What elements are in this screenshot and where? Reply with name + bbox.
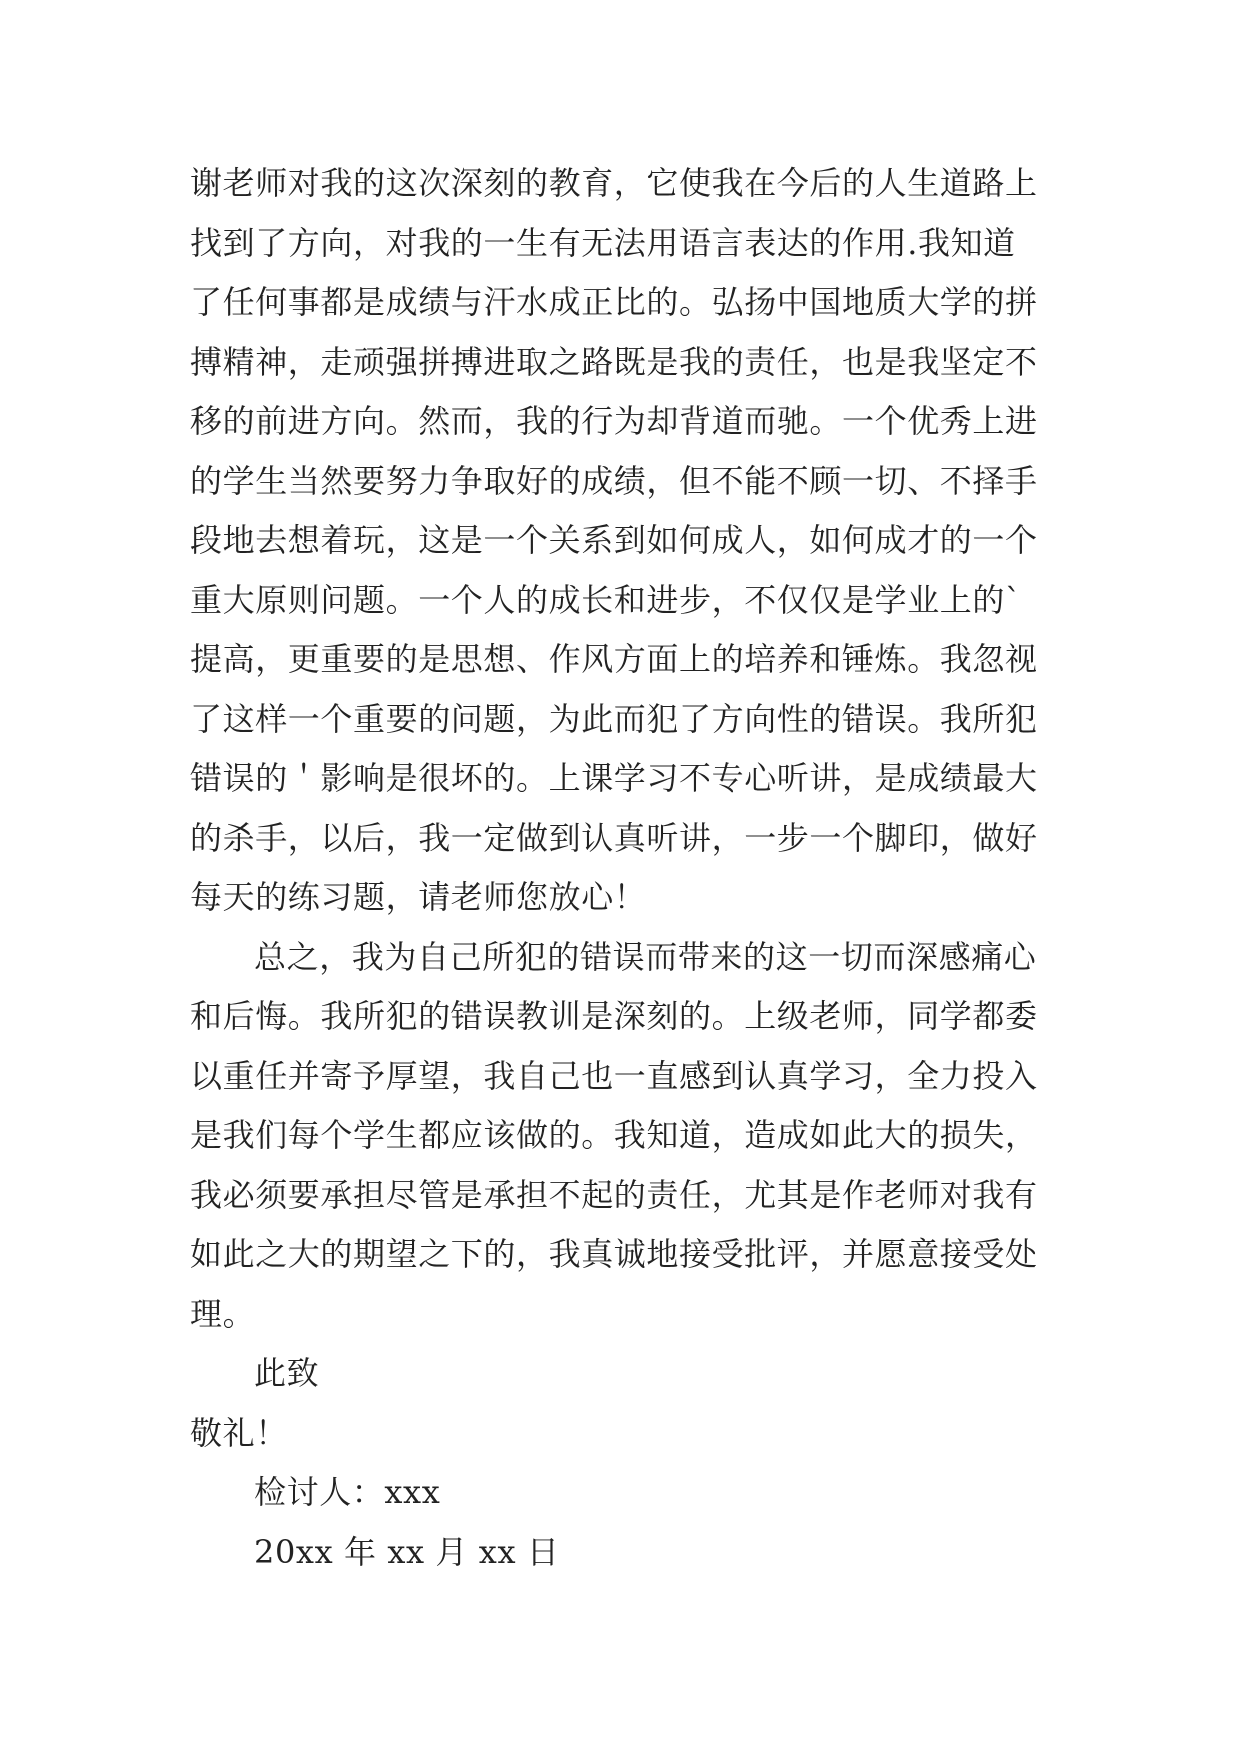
text-line: 以重任并寄予厚望，我自己也一直感到认真学习，全力投入 xyxy=(190,1056,1038,1095)
salutation: 敬礼！ xyxy=(190,1413,288,1452)
text-line: 总之，我为自己所犯的错误而带来的这一切而深感痛心 xyxy=(254,937,1037,976)
paragraph-1 xyxy=(190,154,1070,928)
text-line: 重大原则问题。一个人的成长和进步，不仅仅是学业上的` xyxy=(190,580,1022,619)
closing-phrase: 此致 xyxy=(254,1354,320,1392)
text-line: 了这样一个重要的问题，为此而犯了方向性的错误。我所犯 xyxy=(190,699,1038,738)
text-line: 的杀手，以后，我一定做到认真听讲，一步一个脚印，做好 xyxy=(190,818,1038,857)
text-line: 了任何事都是成绩与汗水成正比的。弘扬中国地质大学的拼 xyxy=(190,283,1038,321)
text-line: 错误的＇影响是很坏的。上课学习不专心听讲，是成绩最大 xyxy=(190,759,1038,797)
text-line: 我必须要承担尽管是承担不起的责任，尤其是作老师对我有 xyxy=(190,1175,1038,1214)
text-line: 谢老师对我的这次深刻的教育，它使我在今后的人生道路上 xyxy=(190,164,1038,202)
text-line: 每天的练习题，请老师您放心！ xyxy=(190,878,647,916)
text-line: 移的前进方向。然而，我的行为却背道而驰。一个优秀上进 xyxy=(190,402,1038,440)
signature: 检讨人：xxx xyxy=(254,1473,441,1511)
text-line: 理。 xyxy=(190,1294,256,1333)
text-line: 找到了方向，对我的一生有无法用语言表达的作用.我知道 xyxy=(190,223,1016,262)
date: 20xx 年 xx 月 xx 日 xyxy=(254,1532,560,1571)
text-line: 是我们每个学生都应该做的。我知道，造成如此大的损失， xyxy=(190,1116,1038,1154)
text-line: 的学生当然要努力争取好的成绩，但不能不顾一切、不择手 xyxy=(190,461,1038,500)
text-line: 搏精神，走顽强拼搏进取之路既是我的责任，也是我坚定不 xyxy=(190,342,1038,381)
paragraph-2 xyxy=(190,928,1070,1345)
text-line: 和后悔。我所犯的错误教训是深刻的。上级老师，同学都委 xyxy=(190,997,1038,1035)
text-line: 如此之大的期望之下的，我真诚地接受批评，并愿意接受处 xyxy=(190,1235,1038,1273)
text-line: 提高，更重要的是思想、作风方面上的培养和锤炼。我忽视 xyxy=(190,640,1038,678)
text-line: 段地去想着玩，这是一个关系到如何成人，如何成才的一个 xyxy=(190,521,1038,559)
letter-body xyxy=(190,154,1070,1582)
